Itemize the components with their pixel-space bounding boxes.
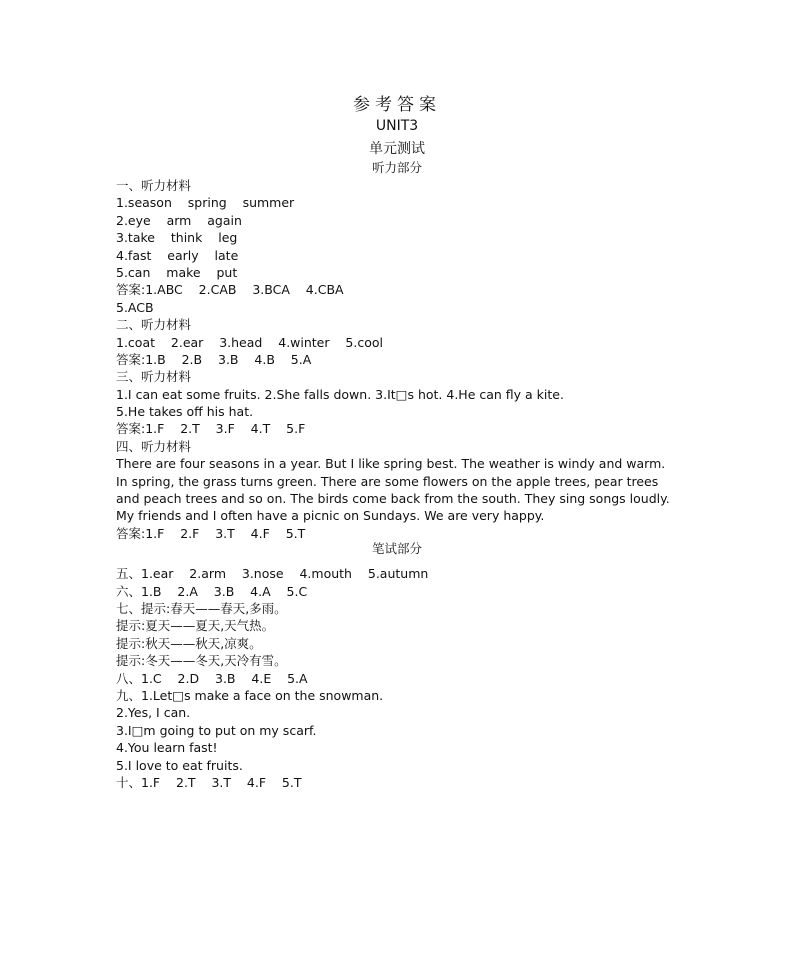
writing-line: 3.I□m going to put on my scarf. — [116, 722, 317, 738]
answer-line: 答案:1.ABC 2.CAB 3.BCA 4.CBA — [116, 282, 344, 298]
writing-line: 五、1.ear 2.arm 3.nose 4.mouth 5.autumn — [116, 566, 429, 582]
writing-line: 十、1.F 2.T 3.T 4.F 5.T — [116, 774, 302, 790]
listening-part4-heading: 四、听力材料 — [116, 438, 192, 454]
listening-line: 4.fast early late — [116, 247, 239, 263]
listening-line: 1.I can eat some fruits. 2.She falls down. 3.It□s hot. 4.He can fly a kite. — [116, 386, 564, 402]
answer-line: 答案:1.B 2.B 3.B 4.B 5.A — [116, 351, 312, 367]
listening-part1-heading: 一、听力材料 — [116, 178, 192, 193]
writing-line: 八、1.C 2.D 3.B 4.E 5.A — [116, 670, 308, 686]
listening-line: 2.eye arm again — [116, 212, 242, 228]
writing-line: 提示:秋天——秋天,凉爽。 — [116, 635, 262, 651]
answer-line: 5.ACB — [116, 299, 154, 315]
writing-line: 九、1.Let□s make a face on the snowman. — [116, 688, 384, 703]
writing-line: 六、1.B 2.A 3.B 4.A 5.C — [116, 583, 308, 599]
writing-line: 2.Yes, I can. — [116, 705, 191, 721]
listening-line: 1.coat 2.ear 3.head 4.winter 5.cool — [116, 334, 383, 350]
unit-label: UNIT3 — [375, 118, 419, 134]
writing-line: 提示:冬天——冬天,天冷有雪。 — [116, 653, 287, 669]
writing-line: 4.You learn fast! — [116, 740, 218, 756]
writing-line: 5.I love to eat fruits. — [116, 757, 243, 773]
writing-line: 提示:夏天——夏天,天气热。 — [116, 618, 275, 634]
listening-line: 5.can make put — [116, 264, 238, 280]
listening-part3-heading: 三、听力材料 — [116, 369, 192, 385]
page-title: 参考答案 — [353, 95, 441, 115]
listening-line: 5.He takes off his hat. — [116, 404, 254, 420]
writing-line: 七、提示:春天——春天,多雨。 — [116, 601, 287, 617]
listening-line: 1.season spring summer — [116, 195, 295, 211]
listening-part2-heading: 二、听力材料 — [116, 317, 192, 333]
listening-passage: There are four seasons in a year. But I like spring best. The weather is windy and warm. In spring, the grass turns green. There are some flowers on the apple trees, pear trees and peach trees and so on. The birds come back from the south. They sing songs loudly. My friends and I often have a picnic on Sundays. We are very happy. — [116, 456, 670, 524]
answer-line: 答案:1.F 2.T 3.F 4.T 5.F — [116, 421, 306, 437]
listening-section-heading: 听力部分 — [371, 160, 422, 175]
unit-test-subtitle: 单元测试 — [369, 141, 425, 157]
answer-content — [116, 177, 676, 791]
writing-section-heading: 笔试部分 — [371, 541, 422, 556]
listening-line: 3.take think leg — [116, 230, 238, 246]
answer-line: 答案:1.F 2.F 3.T 4.F 5.T — [116, 525, 306, 541]
